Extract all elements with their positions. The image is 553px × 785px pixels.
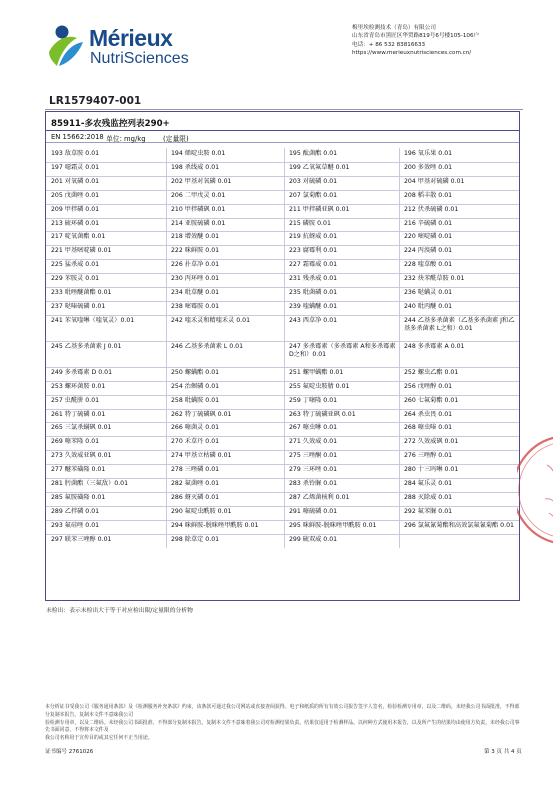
analyte-cell: 251 螺甲螨酯 0.01 [289,368,344,376]
row-divider [46,301,519,302]
analyte-cell: 249 多杀霉素 D 0.01 [51,368,113,376]
analyte-cell: 294 咪鲜胺-脱咪唑甲酰胺 0.01 [171,521,259,529]
analyte-cell: 285 氟胺磺隆 0.01 [51,493,106,501]
analyte-cell: 293 氟硅唑 0.01 [51,521,100,529]
table-title: 85911-多农残监控列表290+ [46,112,519,131]
analyte-cell: 205 戊菌唑 0.01 [51,191,100,199]
analyte-cell: 255 氟啶虫胺腈 0.01 [289,382,350,390]
analyte-cell: 226 扑草净 0.01 [171,261,220,269]
analyte-cell: 241 苯氧喹啉（喹氧灵）0.01 [51,316,135,324]
analyte-cell: 286 蚜灭磷 0.01 [171,493,220,501]
analyte-cell: 258 吡螨胺 0.01 [171,396,220,404]
analyte-cell: 230 丙环唑 0.01 [171,275,220,283]
row-divider [46,409,519,410]
analyte-cell: 221 甲基嘧啶磷 0.01 [51,247,112,255]
analyte-cell: 210 甲拌磷砜 0.01 [171,205,226,213]
analyte-cell: 263 特丁硫磷亚砜 0.01 [289,410,356,418]
analyte-cell: 219 抗蚜威 0.01 [289,233,338,241]
row-divider [46,464,519,465]
analyte-cell: 204 甲基对硫磷 0.01 [404,177,465,185]
analyte-cell: 194 烯啶虫胺 0.01 [171,150,226,157]
analyte-cell: 287 乙烯菌核利 0.01 [289,493,350,501]
analyte-cell: 246 乙基多杀菌素 L 0.01 [171,342,244,350]
analyte-cell: 265 三氯杀螨砜 0.01 [51,424,112,432]
row-divider [46,478,519,479]
analyte-cell: 217 啶氧菌酯 0.01 [51,233,106,241]
analyte-cell: 233 吡唑醚菌酯 0.01 [51,289,112,296]
row-divider [46,273,519,274]
analyte-cell: 248 多杀霉素 A 0.01 [404,342,465,350]
analyte-cell: 274 甲基立枯磷 0.01 [171,452,232,460]
row-divider [46,259,519,260]
divider [45,109,523,110]
row-divider [46,176,519,177]
analyte-cell: 235 吡菌磷 0.01 [289,289,338,296]
row-divider [46,422,519,423]
analyte-cell: 227 霜霉威 0.01 [289,261,338,269]
row-divider [46,162,519,163]
analyte-cell: 228 喹草酸 0.01 [404,261,453,269]
analyte-cell: 199 乙氧氟草醚 0.01 [289,163,350,171]
row-divider [46,436,519,437]
analyte-cell: 223 腐霉利 0.01 [289,247,338,255]
logo-line1: Mérieux [89,25,173,51]
analyte-cell: 282 氟菌唑 0.01 [171,480,220,487]
analyte-cell: 273 久效威亚砜 0.01 [51,452,112,460]
results-table [45,111,520,601]
analyte-cell: 244 乙基多杀菌素（乙基多杀菌素 J和乙基多杀菌素 L之和）0.01 [404,316,515,332]
column-divider [284,148,285,548]
column-divider [399,148,400,548]
analyte-cell: 212 伏杀硫磷 0.01 [404,205,459,213]
row-divider [46,534,519,535]
analyte-cell: 268 噻虫嗪 0.01 [404,424,453,432]
analyte-cell: 200 多效唑 0.01 [404,163,453,171]
certificate-number: 证书编号 2761026 [45,749,94,755]
logo-line2: NutriSciences [90,50,189,67]
logo-mark-icon [45,22,89,68]
report-id: LR1579407-001 [49,95,142,107]
analyte-cell: 247 多杀霉素（多杀霉素 A和多杀霉素 D之和）0.01 [289,342,396,358]
analyte-cell: 281 肟菌酯（三氟敌）0.01 [51,480,129,487]
analyte-cell: 267 噻虫啉 0.01 [289,424,338,432]
official-stamp-icon [517,435,553,545]
analyte-cell: 262 特丁硫磷砜 0.01 [171,410,232,418]
unit-label: 单位: mg/kg [106,135,146,143]
analyte-cell: 237 哒嗪硫磷 0.01 [51,302,106,310]
standard-row [46,131,519,143]
analyte-cell: 206 二甲戊灵 0.01 [171,191,226,199]
analyte-cell: 236 哒螨灵 0.01 [404,289,453,296]
analyte-cell: 261 特丁硫磷 0.01 [51,410,106,418]
standard-code: EN 15662:2018 [51,133,104,141]
analyte-cell: 280 十三吗啉 0.01 [404,466,459,474]
analyte-cell: 272 久效威砜 0.01 [404,438,459,446]
analyte-cell: 289 乙拌磷 0.01 [51,507,100,515]
analyte-cell: 269 噻苯隆 0.01 [51,438,100,446]
analyte-cell: 207 氯菊酯 0.01 [289,191,338,199]
analyte-cell: 271 久效威 0.01 [289,438,338,446]
analyte-cell: 202 甲基对氧磷 0.01 [171,177,232,185]
merieux-logo [45,22,195,72]
analyte-cell: 213 硫环磷 0.01 [51,219,100,227]
analyte-cell: 288 灭除威 0.01 [404,493,453,501]
row-divider [46,367,519,368]
analyte-cell: 283 杀铃脲 0.01 [289,480,338,487]
row-divider [46,341,519,342]
row-divider [46,315,519,316]
analyte-cell: 298 除草定 0.01 [171,535,220,543]
analyte-cell: 222 咪鲜胺 0.01 [171,247,220,255]
analyte-cell: 276 三唑醇 0.01 [404,452,453,460]
table-note: 未检出：表示未检出大于等于对应检出限/定量限的分析物 [46,608,193,614]
row-divider [46,231,519,232]
analyte-cell: 201 对氧磷 0.01 [51,177,100,185]
analyte-cell: 270 禾草丹 0.01 [171,438,220,446]
analyte-cell: 232 炔苯酰草胺 0.01 [404,275,465,283]
analyte-cell: 238 嘧霉胺 0.01 [171,302,220,310]
analyte-cell: 229 苯胺灵 0.01 [51,275,100,283]
analyte-cell: 254 治螟磷 0.01 [171,382,220,390]
footer-line: 我公司名称用于宣传目的或其它任何不正当用途。 [45,735,153,742]
analyte-cell: 231 残杀威 0.01 [289,275,338,283]
analyte-cell: 296 氯氟氰菊酯和高效氯氟氰菊酯 0.01 [404,521,514,529]
analyte-cell: 245 乙基多杀菌素 J 0.01 [51,342,122,350]
row-divider [46,190,519,191]
analyte-cell: 278 三唑磷 0.01 [171,466,220,474]
analyte-cell: 266 噻菌灵 0.01 [171,424,220,432]
footer-line: 验检测专用章，以及二维码。未经我公司书面批准，不得部分复制本报告。复制本文件不意味着我公司对检测结果负责。结果仅适用于检测样品。以何种方式使用本报告，以及所产生的结果均由使用方负责。未经我公司事先书面同意，不得将本文件及 [45,719,520,734]
page-number: 第 3 页 共 4 页 [484,749,522,755]
analyte-cell: 218 增效醚 0.01 [171,233,220,241]
analyte-cell: 209 甲拌磷 0.01 [51,205,100,213]
analyte-cell: 193 敌草胺 0.01 [51,150,100,157]
analyte-cell: 295 咪鲜胺-脱咪唑甲酰胺 0.01 [289,521,377,529]
analyte-cell: 250 螺螨酯 0.01 [171,368,220,376]
analyte-cell: 225 猛杀威 0.01 [51,261,100,269]
company-info [352,24,552,57]
analyte-cell: 198 杀线威 0.01 [171,163,220,171]
analyte-cell: 290 氟啶虫酰胺 0.01 [171,507,232,515]
analyte-cell: 275 三唑酮 0.01 [289,452,338,460]
analyte-cell: 220 嘧啶磷 0.01 [404,233,453,241]
row-divider [46,450,519,451]
analyte-cell: 197 噁霜灵 0.01 [51,163,100,171]
analyte-cell: 252 螺虫乙酯 0.01 [404,368,459,376]
row-divider [46,204,519,205]
analyte-cell: 253 螺环菌胺 0.01 [51,382,106,390]
analyte-cell: 256 戊唑醇 0.01 [404,382,453,390]
analyte-cell: 264 杀虫畏 0.01 [404,410,453,418]
row-divider [46,506,519,507]
analyte-cell: 224 丙溴磷 0.01 [404,247,453,255]
row-divider [46,520,519,521]
analyte-cell: 292 氟苯脲 0.01 [404,507,453,515]
row-divider [46,381,519,382]
analyte-cell: 239 喹螨醚 0.01 [289,302,338,310]
analyte-cell: 240 吡丙醚 0.01 [404,302,453,310]
analyte-cell: 216 辛硫磷 0.01 [404,219,453,227]
analyte-cell: 284 氟乐灵 0.01 [404,480,453,487]
analyte-cell: 260 七氟菊酯 0.01 [404,396,459,404]
analyte-cell: 291 噻硫磷 0.01 [289,507,338,515]
company-address: 山东省青岛市黑匠区华贸路819号6号楼105-106户 [352,33,480,40]
analyte-cell: 297 联苯三唑醇 0.01 [51,535,112,543]
analyte-cell: 257 虫酰肼 0.01 [51,396,100,404]
footer-terms [45,704,523,743]
row-divider [46,218,519,219]
row-divider [46,492,519,493]
company-phone: 电话：+ 86 532 83816633 [352,41,426,48]
analyte-cell: 211 甲拌磷亚砜 0.01 [289,205,350,213]
row-divider [46,287,519,288]
row-divider [46,395,519,396]
analyte-cell: 299 硫双威 0.01 [289,535,338,543]
column-divider [166,148,167,548]
analyte-cell: 259 丁噻隆 0.01 [289,396,338,404]
analyte-cell: 277 醚苯磺隆 0.01 [51,466,106,474]
analyte-cell: 214 亚胺硫磷 0.01 [171,219,226,227]
analyte-cell: 243 西草净 0.01 [289,316,338,324]
company-name: 梅里埃检测技术（青岛）有限公司 [352,25,436,31]
analyte-cell: 203 对硫磷 0.01 [289,177,338,185]
analyte-cell: 196 氧乐果 0.01 [404,150,453,157]
qualifier-label: (定量限) [163,135,189,143]
analyte-cell: 234 吡草醚 0.01 [171,289,220,296]
row-divider [46,245,519,246]
analyte-cell: 208 稻丰散 0.01 [404,191,453,199]
analyte-cell: 215 磷胺 0.01 [289,219,331,227]
company-website[interactable]: https://www.merieuxnutrisciences.com.cn/ [352,49,472,56]
analyte-cell: 195 酞菌酯 0.01 [289,150,338,157]
analyte-cell: 279 三环唑 0.01 [289,466,338,474]
analyte-cell: 242 喹禾灵和精喹禾灵 0.01 [171,316,251,324]
footer-line: 本分析证书受我公司《服务通用条款》及《检测服务补充条款》约束，该条款可通过我公司网站或直接查阅获得。电子和纸质的所有有效公司报告签字人签名，检验检测专用章，以及二维码。未经我公司书面批准，不得部分复制本报告。复制本文件不意味我公司 [45,704,520,718]
